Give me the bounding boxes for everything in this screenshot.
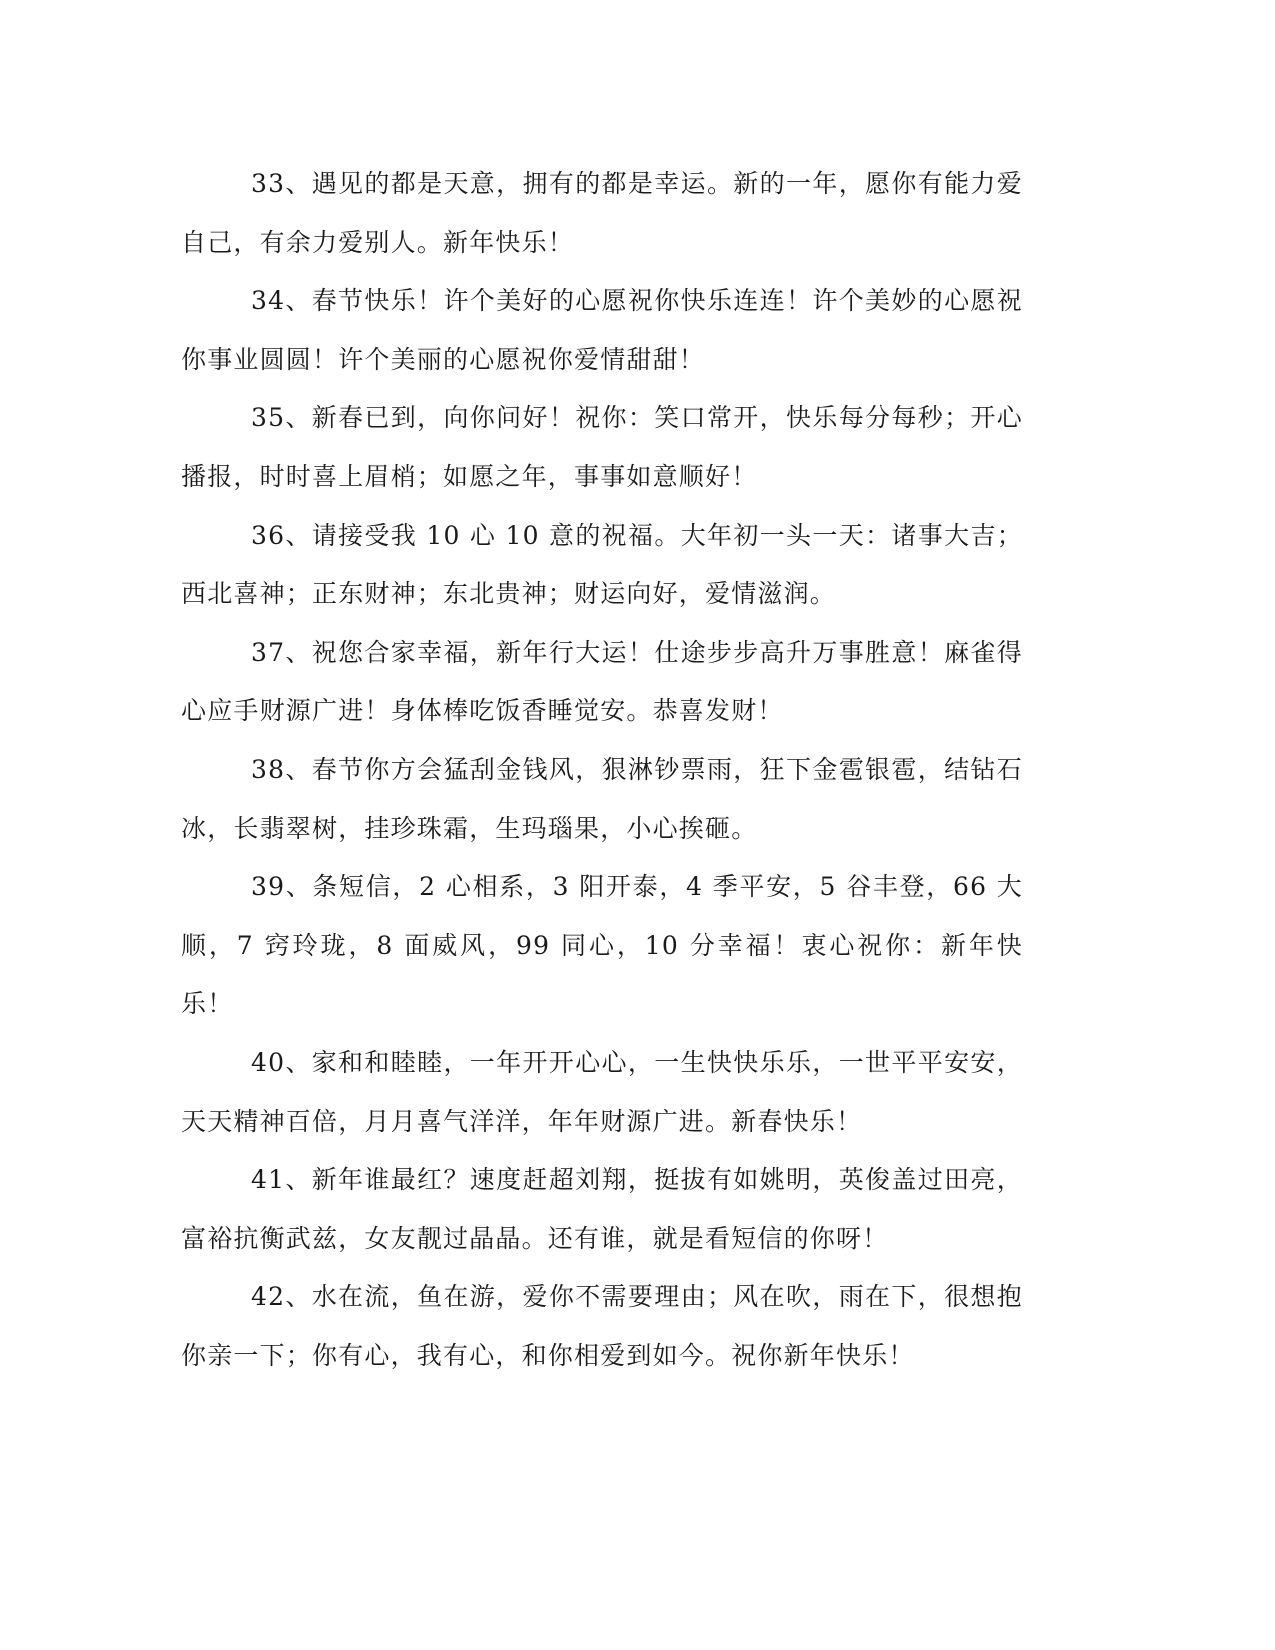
document-body bbox=[181, 155, 1023, 1385]
paragraph-40: 40、家和和睦睦，一年开开心心，一生快快乐乐，一世平平安安，天天精神百倍，月月喜气洋洋，年年财源广进。新春快乐！ bbox=[181, 1047, 1023, 1136]
paragraph-42: 42、水在流，鱼在游，爱你不需要理由；风在吹，雨在下，很想抱你亲一下；你有心，我有心，和你相爱到如今。祝你新年快乐！ bbox=[181, 1282, 1023, 1370]
paragraph-35: 35、新春已到，向你问好！祝你：笑口常开，快乐每分每秒；开心播报，时时喜上眉梢；如愿之年，事事如意顺好！ bbox=[181, 403, 1023, 491]
paragraph-41: 41、新年谁最红？速度赶超刘翔，挺拔有如姚明，英俊盖过田亮，富裕抗衡武兹，女友靓过晶晶。还有谁，就是看短信的你呀！ bbox=[181, 1165, 1023, 1253]
paragraph-33: 33、遇见的都是天意，拥有的都是幸运。新的一年，愿你有能力爱自己，有余力爱别人。新年快乐！ bbox=[181, 169, 1023, 257]
paragraph-34: 34、春节快乐！许个美好的心愿祝你快乐连连！许个美妙的心愿祝你事业圆圆！许个美丽的心愿祝你爱情甜甜！ bbox=[181, 286, 1023, 374]
paragraph-37: 37、祝您合家幸福，新年行大运！仕途步步高升万事胜意！麻雀得心应手财源广进！身体棒吃饭香睡觉安。恭喜发财！ bbox=[181, 637, 1023, 726]
paragraph-39: 39、条短信，2 心相系，3 阳开泰，4 季平安，5 谷丰登，66 大顺，7 窍玲珑，8 面威风，99 同心，10 分幸福！衷心祝你：新年快乐！ bbox=[181, 872, 1023, 1019]
paragraph-38: 38、春节你方会猛刮金钱风，狠淋钞票雨，狂下金雹银雹，结钻石冰，长翡翠树，挂珍珠霜，生玛瑙果，小心挨砸。 bbox=[181, 754, 1023, 843]
paragraph-36: 36、请接受我 10 心 10 意的祝福。大年初一头一天：诸事大吉；西北喜神；正东财神；东北贵神；财运向好，爱情滋润。 bbox=[181, 520, 1023, 609]
